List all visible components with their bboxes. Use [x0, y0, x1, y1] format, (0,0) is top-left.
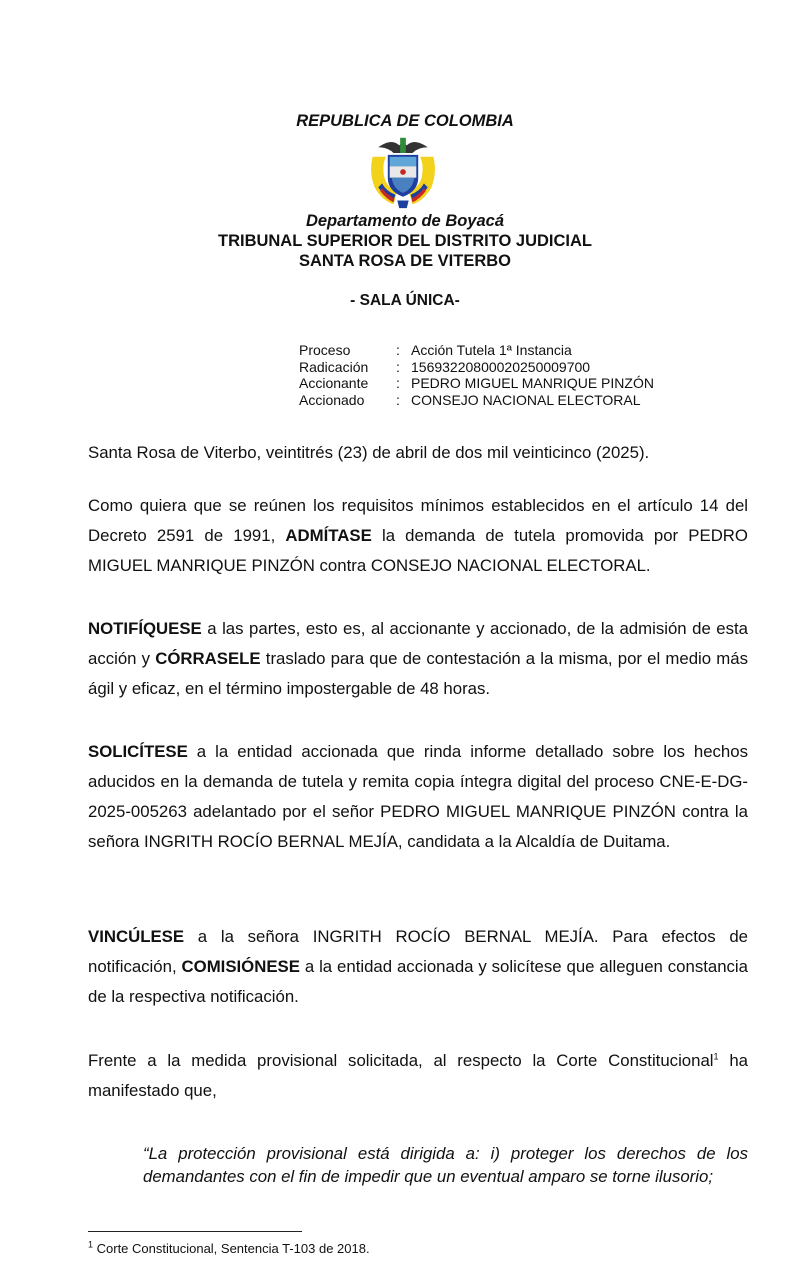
bold-keyword: CÓRRASELE [155, 649, 261, 668]
case-info-key: Radicación [299, 358, 369, 375]
admission-paragraph [88, 491, 748, 581]
court-quote: “La protección provisional está dirigida a: i) proteger los derechos de los demandantes con el fin de impedir que un eventual amparo se torne ilusorio; [143, 1144, 748, 1186]
request-report-paragraph [88, 737, 748, 857]
city-heading: SANTA ROSA DE VITERBO [298, 252, 512, 270]
case-info-separator: : [396, 375, 400, 391]
provisional-measure-paragraph [88, 1046, 748, 1106]
country-heading: REPUBLICA DE COLOMBIA [296, 112, 514, 130]
footnote-reference[interactable]: 1 [713, 1051, 719, 1062]
case-info-block [299, 342, 654, 408]
case-info-row [299, 375, 654, 392]
chamber-heading: - SALA ÚNICA- [350, 292, 460, 309]
case-info-value: Acción Tutela 1ª Instancia [411, 342, 572, 358]
case-info-value: 15693220800020250009700 [411, 358, 591, 375]
bold-keyword: VINCÚLESE [88, 927, 185, 946]
department-heading: Departamento de Boyacá [305, 212, 505, 230]
text: Como quiera que se reúnen los requisitos mínimos establecidos en el artículo 14 del Decreto 2591 de 1991, [88, 496, 748, 545]
tribunal-heading: TRIBUNAL SUPERIOR DEL DISTRITO JUDICIAL [217, 232, 593, 250]
case-info-value: PEDRO MIGUEL MANRIQUE PINZÓN [411, 375, 654, 391]
text: a las partes, esto es, al accionante y accionado, de la admisión de esta acción y [88, 619, 748, 668]
case-info-key: Accionante [299, 375, 369, 391]
case-info-row [299, 342, 654, 359]
notification-paragraph [88, 614, 748, 704]
text: a la entidad accionada y solicítese que alleguen constancia de la respectiva notificación. [88, 957, 748, 1006]
footnote-text: Corte Constitucional, Sentencia T-103 de 2018. [93, 1241, 370, 1256]
footnote [88, 1241, 370, 1256]
bold-keyword: SOLICÍTESE [88, 742, 188, 761]
case-info-row [299, 392, 654, 409]
text: Frente a la medida provisional solicitada, al respecto la Corte Constitucional [88, 1051, 714, 1070]
bold-keyword: NOTIFÍQUESE [88, 619, 202, 638]
case-info-key: Proceso [299, 342, 351, 358]
footnote-divider [88, 1231, 302, 1232]
case-info-separator: : [396, 358, 400, 375]
text: la demanda de tutela promovida por PEDRO MIGUEL MANRIQUE PINZÓN contra CONSEJO NACIONAL ELECTORAL. [88, 526, 748, 575]
text: ha manifestado que, [88, 1051, 748, 1100]
footnote-number: 1 [88, 1239, 94, 1250]
bold-keyword: ADMÍTASE [285, 526, 372, 545]
link-party-paragraph [88, 922, 748, 1012]
text: a la señora INGRITH ROCÍO BERNAL MEJÍA. Para efectos de notificación, [88, 927, 748, 976]
text: a la entidad accionada que rinda informe detallado sobre los hechos aducidos en la demanda de tutela y remita copia íntegra digital del proceso CNE-E-DG-2025-005263 adelantado por el señor PEDRO MIGUEL MANRIQUE PINZÓN contra la señora INGRITH ROCÍO BERNAL MEJÍA, candidata a la Alcaldía de Duitama. [88, 742, 748, 851]
case-info-key: Accionado [299, 391, 365, 408]
date-line: Santa Rosa de Viterbo, veintitrés (23) de abril de dos mil veinticinco (2025). [88, 443, 650, 462]
case-info-row [299, 359, 654, 376]
colombia-coat-of-arms-icon [365, 134, 441, 210]
case-info-separator: : [396, 342, 400, 358]
bold-keyword: COMISIÓNESE [181, 957, 300, 976]
case-info-value: CONSEJO NACIONAL ELECTORAL [411, 391, 641, 408]
case-info-separator: : [396, 391, 400, 408]
text: traslado para que de contestación a la misma, por el medio más ágil y eficaz, en el término impostergable de 48 horas. [88, 649, 748, 698]
